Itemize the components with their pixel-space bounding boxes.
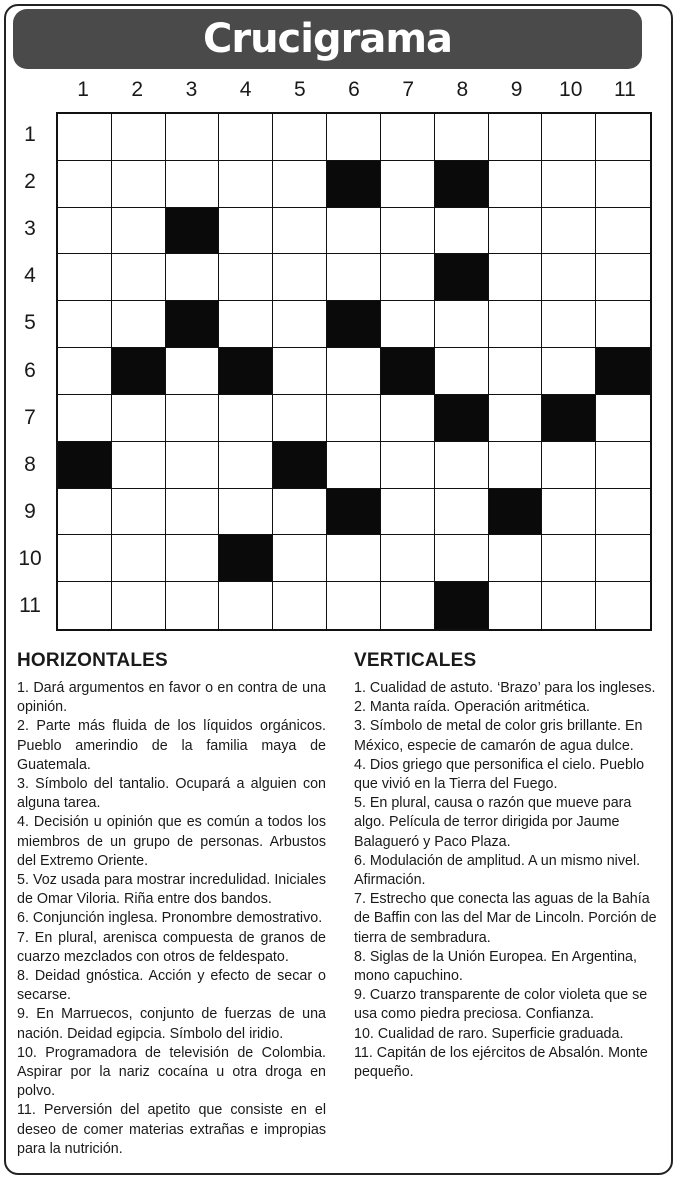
clue-vertical-6: 6. Modulación de amplitud. A un mismo nivel. Afirmación.: [354, 852, 641, 889]
row-number: 1: [24, 122, 36, 146]
letter-cell[interactable]: [489, 348, 543, 395]
letter-cell[interactable]: [596, 489, 650, 536]
clue-horizontal-9: 9. En Marruecos, conjunto de fuerzas de una nación. Deidad egipcia. Símbolo del iridio.: [17, 1006, 326, 1042]
black-cell: [381, 348, 435, 395]
crossword-grid: [56, 112, 652, 631]
row-number: 8: [24, 452, 36, 476]
letter-cell[interactable]: [219, 114, 273, 161]
column-number: 11: [614, 78, 636, 101]
clue-vertical-3: 3. Símbolo de metal de color gris brillante. En México, especie de camarón de agua dulce.: [354, 718, 643, 754]
letter-cell[interactable]: [58, 161, 112, 208]
letter-cell[interactable]: [381, 254, 435, 301]
letter-cell[interactable]: [381, 395, 435, 442]
black-cell: [435, 254, 489, 301]
letter-cell[interactable]: [435, 535, 489, 582]
black-cell: [542, 395, 596, 442]
column-number: 5: [293, 78, 306, 101]
row-number: 5: [24, 311, 36, 335]
letter-cell[interactable]: [327, 114, 381, 161]
letter-cell[interactable]: [219, 395, 273, 442]
letter-cell[interactable]: [58, 395, 112, 442]
letter-cell[interactable]: [327, 208, 381, 255]
horizontal-clues: [17, 650, 326, 1159]
clue-vertical-8: 8. Siglas de la Unión Europea. En Argentina, mono capuchino.: [354, 948, 637, 985]
row-number: 10: [18, 547, 42, 571]
letter-cell[interactable]: [112, 208, 166, 255]
letter-cell[interactable]: [542, 489, 596, 536]
letter-cell[interactable]: [381, 114, 435, 161]
letter-cell[interactable]: [381, 208, 435, 255]
letter-cell[interactable]: [542, 254, 596, 301]
letter-cell[interactable]: [542, 301, 596, 348]
row-number: 2: [24, 169, 36, 193]
clue-vertical-5: 5. En plural, causa o razón que mueve para algo. Película de terror dirigida por Jaume Balagueró y Paco Plaza.: [354, 795, 632, 850]
letter-cell[interactable]: [381, 582, 435, 629]
row-number: 9: [24, 500, 36, 524]
clue-horizontal-7: 7. En plural, arenisca compuesta de granos de cuarzo mezclados con otros de feldespato.: [17, 929, 326, 965]
column-number: 6: [348, 78, 360, 101]
letter-cell[interactable]: [596, 395, 650, 442]
letter-cell[interactable]: [435, 114, 489, 161]
letter-cell[interactable]: [542, 582, 596, 629]
letter-cell[interactable]: [112, 442, 166, 489]
letter-cell[interactable]: [273, 535, 327, 582]
letter-cell[interactable]: [596, 208, 650, 255]
row-number: 4: [24, 264, 36, 288]
letter-cell[interactable]: [596, 161, 650, 208]
letter-cell[interactable]: [112, 301, 166, 348]
letter-cell[interactable]: [381, 489, 435, 536]
letter-cell[interactable]: [542, 348, 596, 395]
clue-horizontal-6: 6. Conjunción inglesa. Pronombre demostrativo.: [17, 910, 323, 927]
letter-cell[interactable]: [435, 489, 489, 536]
letter-cell[interactable]: [58, 208, 112, 255]
letter-cell[interactable]: [596, 254, 650, 301]
letter-cell[interactable]: [542, 114, 596, 161]
letter-cell[interactable]: [166, 442, 220, 489]
letter-cell[interactable]: [166, 395, 220, 442]
letter-cell[interactable]: [58, 114, 112, 161]
letter-cell[interactable]: [327, 535, 381, 582]
clue-vertical-11: 11. Capitán de los ejércitos de Absalón. Monte pequeño.: [354, 1044, 648, 1081]
letter-cell[interactable]: [219, 254, 273, 301]
black-cell: [112, 348, 166, 395]
row-number: 7: [24, 405, 36, 429]
letter-cell[interactable]: [273, 208, 327, 255]
column-number: 7: [402, 78, 415, 101]
column-number: 4: [239, 78, 252, 101]
clue-vertical-1: 1. Cualidad de astuto. ‘Brazo’ para los ingleses.: [354, 680, 656, 696]
letter-cell[interactable]: [273, 348, 327, 395]
letter-cell[interactable]: [435, 208, 489, 255]
clue-horizontal-5: 5. Voz usada para mostrar incredulidad. Iniciales de Omar Viloria. Riña entre dos bandos.: [17, 872, 326, 908]
letter-cell[interactable]: [273, 582, 327, 629]
vertical-clues: [354, 650, 666, 1082]
letter-cell[interactable]: [219, 161, 273, 208]
clue-vertical-4: 4. Dios griego que personifica el cielo. Pueblo que vivió en la Tierra del Fuego.: [354, 756, 645, 793]
letter-cell[interactable]: [219, 442, 273, 489]
letter-cell[interactable]: [596, 301, 650, 348]
letter-cell[interactable]: [112, 395, 166, 442]
column-number: 8: [456, 78, 469, 101]
title-banner: [13, 9, 642, 69]
clue-horizontal-8: 8. Deidad gnóstica. Acción y efecto de secar o secarse.: [17, 968, 326, 1004]
clue-vertical-10: 10. Cualidad de raro. Superficie graduada.: [354, 1025, 624, 1042]
letter-cell[interactable]: [112, 161, 166, 208]
letter-cell[interactable]: [273, 254, 327, 301]
letter-cell[interactable]: [273, 161, 327, 208]
black-cell: [219, 348, 273, 395]
letter-cell[interactable]: [219, 489, 273, 536]
letter-cell[interactable]: [219, 582, 273, 629]
letter-cell[interactable]: [327, 348, 381, 395]
black-cell: [327, 489, 381, 536]
letter-cell[interactable]: [166, 535, 220, 582]
clue-vertical-2: 2. Manta raída. Operación aritmética.: [354, 699, 591, 716]
letter-cell[interactable]: [542, 442, 596, 489]
letter-cell[interactable]: [112, 489, 166, 536]
column-number: 9: [510, 78, 523, 101]
letter-cell[interactable]: [381, 535, 435, 582]
row-number: 6: [24, 358, 36, 382]
black-cell: [435, 161, 489, 208]
letter-cell[interactable]: [596, 582, 650, 629]
black-cell: [327, 301, 381, 348]
letter-cell[interactable]: [166, 161, 220, 208]
letter-cell[interactable]: [596, 442, 650, 489]
letter-cell[interactable]: [381, 442, 435, 489]
letter-cell[interactable]: [112, 114, 166, 161]
letter-cell[interactable]: [489, 582, 543, 629]
column-number: 1: [77, 78, 89, 101]
letter-cell[interactable]: [381, 161, 435, 208]
letter-cell[interactable]: [58, 348, 112, 395]
clue-horizontal-11: 11. Perversión del apetito que consiste en el deseo de comer materias extrañas e impropias para la nutrición.: [17, 1102, 326, 1157]
letter-cell[interactable]: [542, 535, 596, 582]
letter-cell[interactable]: [381, 301, 435, 348]
clue-horizontal-4: 4. Decisión u opinión que es común a todos los miembros de un grupo de personas. Arbustos del Extremo Oriente.: [17, 814, 326, 869]
letter-cell[interactable]: [166, 489, 220, 536]
black-cell: [489, 489, 543, 536]
letter-cell[interactable]: [435, 442, 489, 489]
letter-cell[interactable]: [58, 582, 112, 629]
letter-cell[interactable]: [596, 114, 650, 161]
clue-horizontal-10: 10. Programadora de televisión de Colombia. Aspirar por la nariz cocaína u otra droga en polvo.: [17, 1044, 326, 1100]
black-cell: [435, 395, 489, 442]
row-number: 3: [24, 216, 36, 240]
letter-cell[interactable]: [273, 395, 327, 442]
horizontal-clues-heading: HORIZONTALES: [17, 650, 168, 671]
black-cell: [327, 161, 381, 208]
letter-cell[interactable]: [327, 395, 381, 442]
letter-cell[interactable]: [327, 254, 381, 301]
letter-cell[interactable]: [489, 161, 543, 208]
black-cell: [435, 582, 489, 629]
letter-cell[interactable]: [273, 489, 327, 536]
clue-horizontal-2: 2. Parte más fluida de los líquidos orgánicos. Pueblo amerindio de la familia maya de Guatemala.: [17, 718, 326, 773]
letter-cell[interactable]: [58, 301, 112, 348]
letter-cell[interactable]: [112, 254, 166, 301]
black-cell: [166, 208, 220, 255]
column-number: 3: [185, 78, 198, 101]
letter-cell[interactable]: [58, 489, 112, 536]
clue-horizontal-3: 3. Símbolo del tantalio. Ocupará a alguien con alguna tarea.: [17, 776, 326, 812]
letter-cell[interactable]: [489, 301, 543, 348]
black-cell: [219, 535, 273, 582]
letter-cell[interactable]: [327, 442, 381, 489]
column-number: 2: [131, 78, 144, 101]
letter-cell[interactable]: [58, 254, 112, 301]
letter-cell[interactable]: [435, 301, 489, 348]
black-cell: [596, 348, 650, 395]
letter-cell[interactable]: [489, 114, 543, 161]
black-cell: [166, 301, 220, 348]
column-number: 10: [559, 78, 583, 101]
letter-cell[interactable]: [435, 348, 489, 395]
letter-cell[interactable]: [273, 301, 327, 348]
vertical-clues-heading: VERTICALES: [354, 650, 477, 671]
letter-cell[interactable]: [112, 582, 166, 629]
letter-cell[interactable]: [489, 535, 543, 582]
letter-cell[interactable]: [112, 535, 166, 582]
letter-cell[interactable]: [166, 348, 220, 395]
letter-cell[interactable]: [273, 114, 327, 161]
letter-cell[interactable]: [489, 208, 543, 255]
letter-cell[interactable]: [166, 114, 220, 161]
letter-cell[interactable]: [327, 582, 381, 629]
letter-cell[interactable]: [166, 582, 220, 629]
letter-cell[interactable]: [166, 254, 220, 301]
letter-cell[interactable]: [219, 208, 273, 255]
page-title: Crucigrama: [202, 16, 452, 62]
clue-horizontal-1: 1. Dará argumentos en favor o en contra de una opinión.: [17, 680, 326, 716]
clue-vertical-9: 9. Cuarzo transparente de color violeta que se usa como piedra preciosa. Confianza.: [354, 987, 648, 1023]
black-cell: [273, 442, 327, 489]
letter-cell[interactable]: [219, 301, 273, 348]
row-number: 11: [19, 594, 41, 618]
letter-cell[interactable]: [489, 395, 543, 442]
letter-cell[interactable]: [542, 208, 596, 255]
letter-cell[interactable]: [489, 442, 543, 489]
clue-vertical-7: 7. Estrecho que conecta las aguas de la Bahía de Baffin con las del Mar de Lincoln. Porción de tierra de sembradura.: [354, 891, 657, 946]
letter-cell[interactable]: [596, 535, 650, 582]
letter-cell[interactable]: [58, 535, 112, 582]
letter-cell[interactable]: [489, 254, 543, 301]
black-cell: [58, 442, 112, 489]
letter-cell[interactable]: [542, 161, 596, 208]
